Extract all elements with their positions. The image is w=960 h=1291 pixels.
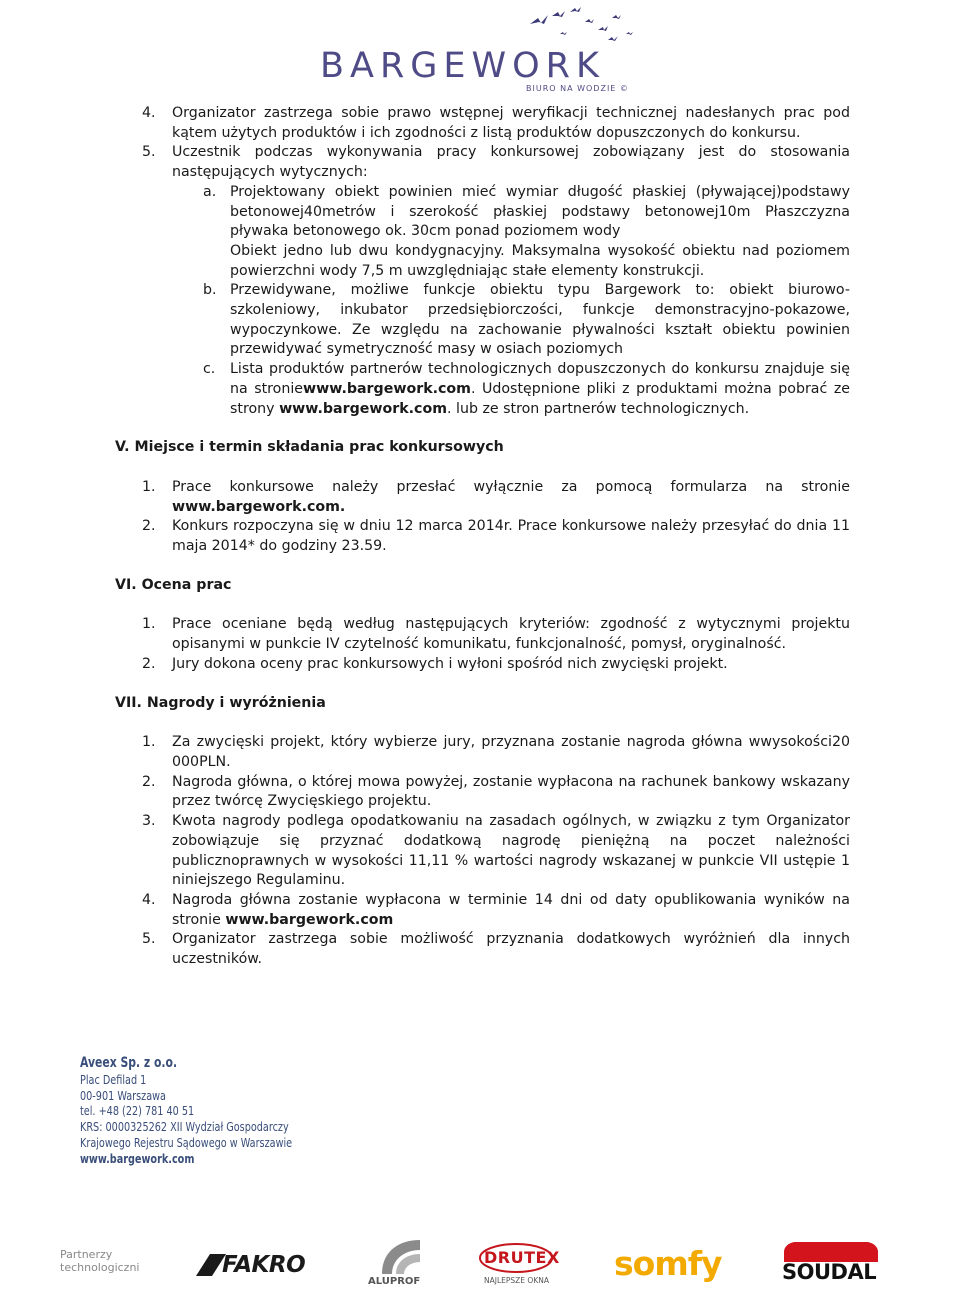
drutex-tagline: NAJLEPSZE OKNA <box>484 1276 549 1285</box>
item-text: Organizator zastrzega sobie możliwość przyznania dodatkowych wyróżnień dla innych uczestników. <box>172 931 850 968</box>
item-text: Kwota nagrody podlega opodatkowaniu na zasadach ogólnych, w związku z tym Organizator zobowiązuje się przyznać dodatkową nagrodę pieniężną na poczet należności publicznoprawnych w wysokości 11,11 % wartości nagrody wskazanej w punkcie VII ustępie 1 niniejszego Regulaminu. <box>172 813 850 889</box>
website-link[interactable]: www.bargework.com <box>172 498 340 515</box>
list-item <box>130 812 850 891</box>
brand-name: BARGEWORK <box>320 46 605 86</box>
item-text: Organizator zastrzega sobie prawo wstępnej weryfikacji technicznej nadesłanych prac pod kątem użytych produktów i ich zgodności z listą produktów dopuszczonych do konkursu. <box>172 105 850 141</box>
section-title: VI. Ocena prac <box>115 576 232 593</box>
somfy-logo <box>614 1244 722 1283</box>
section-title: V. Miejsce i termin składania prac konkursowych <box>115 439 504 456</box>
list-item <box>130 733 850 772</box>
soudal-logo <box>782 1240 880 1286</box>
bargework-logo <box>300 0 660 95</box>
item-text: Konkurs rozpoczyna się w dniu 12 marca 2014r. Prace konkursowe należy przesyłać do dnia 11 maja 2014* do godziny 23.59. <box>172 518 850 555</box>
sub-item-letter: b. <box>203 282 217 299</box>
address-line: Krajowego Rejestru Sądowego w Warszawie <box>80 1134 293 1150</box>
item-number: 5. <box>142 931 156 948</box>
item-number: 3. <box>142 813 156 830</box>
fakro-text: FAKRO <box>222 1252 306 1278</box>
list-item <box>130 930 850 969</box>
website-link[interactable]: www.bargework.com <box>279 400 447 417</box>
list-item <box>130 891 850 930</box>
address-line: Plac Defilad 1 <box>80 1071 147 1087</box>
address-line: KRS: 0000325262 XII Wydział Gospodarczy <box>80 1119 289 1135</box>
section-title: VII. Nagrody i wyróżnienia <box>115 694 326 711</box>
sub-item-b <box>130 281 850 360</box>
company-address <box>80 1056 292 1167</box>
brand-tagline: BIURO NA WODZIE © <box>526 84 629 93</box>
phone-number: tel. +48 (22) 781 40 51 <box>80 1103 195 1119</box>
address-line: 00-901 Warszawa <box>80 1087 166 1103</box>
item-number: 5. <box>142 144 156 161</box>
sub-item-text: Lista produktów partnerów technologicznych dopuszczonych do konkursu znajduje się na stronie <box>230 361 850 397</box>
soudal-mark-icon <box>782 1240 880 1262</box>
soudal-text: SOUDAL <box>782 1260 877 1284</box>
company-name: Aveex Sp. z o.o. <box>80 1055 178 1071</box>
list-item <box>130 517 850 556</box>
drutex-text: DRUTEX <box>484 1248 560 1267</box>
item-number: 2. <box>142 518 156 535</box>
sub-item-text: Obiekt jedno lub dwu kondygnacyjny. Maksymalna wysokość obiektu nad poziomem powierzchni wody 7,5 m uwzględniając stałe elementy konstrukcji. <box>230 242 850 279</box>
list-item <box>130 104 850 143</box>
partners-label-line: technologiczni <box>60 1261 140 1274</box>
document-body <box>115 104 850 970</box>
website-link[interactable]: www.bargework.com <box>225 911 394 928</box>
item-text: Prace oceniane będą według następujących kryteriów: zgodność z wytycznymi projektu opisanymi w punkcie IV czytelność komunikatu, funkcjonalność, pomysł, oryginalność. <box>172 616 850 653</box>
sub-item-text: Przewidywane, możliwe funkcje obiektu typu Bargework to: obiekt biurowo-szkoleniowy, inkubator przedsiębiorczości, funkcje demonstracyjno-pokazowe, wypoczynkowe. Ze względu na zachowanie pływalności kształt obiektu powinien przewidywać symetryczność masy w osiach poziomych <box>230 282 850 358</box>
aluprof-logo <box>366 1238 436 1288</box>
website-link[interactable]: www.bargework.com <box>80 1150 195 1166</box>
sub-item-text: . Udostępnione pliki z produktami można pobrać ze strony <box>230 380 850 417</box>
item-number: 2. <box>142 655 156 672</box>
list-item <box>130 773 850 812</box>
aluprof-text: ALUPROF <box>368 1276 421 1287</box>
item-text-end: . <box>339 498 346 515</box>
sub-item-letter: a. <box>203 183 217 200</box>
sub-item-letter: c. <box>203 361 216 378</box>
list-item <box>130 615 850 654</box>
item-text: Nagroda główna zostanie wypłacona w terminie 14 dni od daty opublikowania wyników na stronie <box>172 891 850 928</box>
item-number: 1. <box>142 616 156 633</box>
website-link[interactable]: www.bargework.com <box>303 380 471 397</box>
sub-item-a <box>130 183 850 282</box>
item-number: 1. <box>142 734 156 751</box>
item-number: 4. <box>142 891 156 908</box>
item-number: 2. <box>142 773 156 790</box>
item-text: Nagroda główna, o której mowa powyżej, zostanie wypłacona na rachunek bankowy wskazany przez twórcę Zwycięskiego projektu. <box>172 773 850 810</box>
list-item <box>130 143 850 182</box>
item-number: 1. <box>142 478 156 495</box>
list-item <box>130 478 850 517</box>
partners-label-line: Partnerzy <box>60 1248 113 1261</box>
list-item <box>130 655 850 675</box>
item-number: 4. <box>142 105 156 121</box>
drutex-logo <box>478 1240 560 1288</box>
sub-item-c <box>130 360 850 419</box>
partners-label <box>60 1248 139 1274</box>
item-text: Jury dokona oceny prac konkursowych i wyłoni spośród nich zwycięski projekt. <box>172 655 728 672</box>
item-text: Prace konkursowe należy przesłać wyłącznie za pomocą formularza na stronie <box>172 478 850 495</box>
sub-item-text: Projektowany obiekt powinien mieć wymiar długość płaskiej (pływającej)podstawy betonowej40metrów i szerokość płaskiej podstawy betonowej10m Płaszczyzna pływaka betonowego ok. 30cm ponad poziomem wody <box>230 183 850 240</box>
somfy-text: somfy <box>614 1244 722 1283</box>
sub-item-text: . lub ze stron partnerów technologicznych. <box>446 400 750 417</box>
item-text: Za zwycięski projekt, który wybierze jury, przyznana zostanie nagroda główna wwysokości20 000PLN. <box>172 734 850 770</box>
item-text: Uczestnik podczas wykonywania pracy konkursowej zobowiązany jest do stosowania następujących wytycznych: <box>172 144 850 181</box>
aluprof-mark-icon <box>378 1238 424 1274</box>
